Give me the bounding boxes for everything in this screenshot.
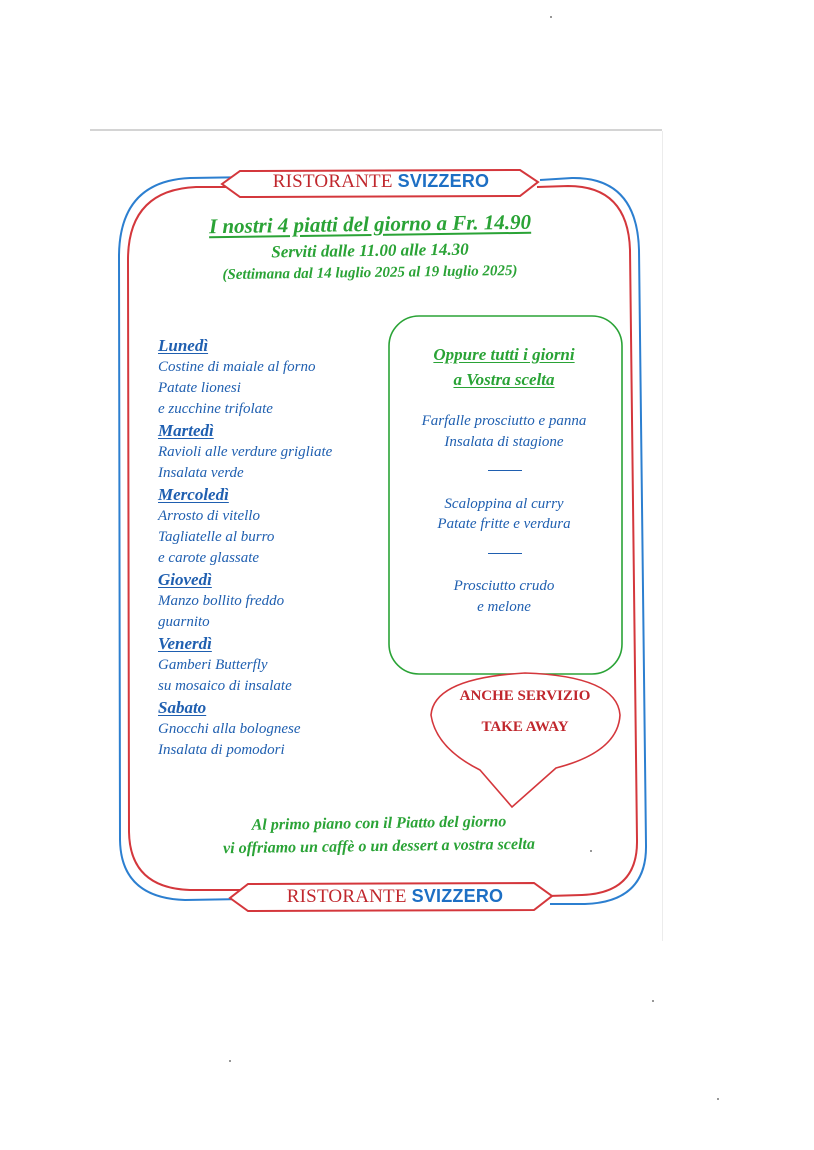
dish: Costine di maiale al forno <box>158 359 316 375</box>
restaurant-badge-bottom <box>287 886 503 908</box>
day-name: Giovedì <box>158 570 212 589</box>
day-friday <box>158 633 388 697</box>
day-thursday <box>158 569 388 633</box>
choice-option-1-line2: Insalata di stagione <box>444 434 564 450</box>
day-name: Venerdì <box>158 634 212 653</box>
day-name: Mercoledì <box>158 485 229 504</box>
choice-separator <box>488 553 522 554</box>
choice-option-3-line2: e melone <box>477 599 531 615</box>
service-hours: Serviti dalle 11.00 alle 14.30 <box>271 239 469 262</box>
dish: Tagliatelle al burro <box>158 529 275 545</box>
restaurant-name: SVIZZERO <box>397 171 490 191</box>
day-saturday <box>158 697 388 761</box>
restaurant-badge-top <box>273 171 489 193</box>
choice-separator <box>488 470 522 471</box>
scan-speck <box>590 850 592 852</box>
choice-option-3-line1: Prosciutto crudo <box>453 578 555 594</box>
dish: Patate lionesi <box>158 380 241 396</box>
dish: Gamberi Butterfly <box>158 657 268 673</box>
restaurant-name: SVIZZERO <box>411 886 504 906</box>
restaurant-prefix: RISTORANTE <box>272 171 393 192</box>
footer-line2: vi offriamo un caffè o un dessert a vostra scelta <box>222 835 536 858</box>
choice-title-line1: Oppure tutti i giorni <box>433 345 575 364</box>
bubble-line1: ANCHE SERVIZIO <box>459 688 591 704</box>
scan-speck <box>229 1060 231 1062</box>
dish: su mosaico di insalate <box>158 678 292 694</box>
restaurant-prefix: RISTORANTE <box>286 886 407 907</box>
footer-line1: Al primo piano con il Piatto del giorno <box>251 813 507 834</box>
scan-speck <box>717 1098 719 1100</box>
choice-option-2-line1: Scaloppina al curry <box>444 496 564 512</box>
daily-menu-list <box>158 335 388 761</box>
day-name: Martedì <box>158 421 214 440</box>
dish: Manzo bollito freddo <box>158 593 285 609</box>
dish: Ravioli alle verdure grigliate <box>158 444 333 460</box>
dish: Gnocchi alla bolognese <box>158 721 301 737</box>
bubble-line2: TAKE AWAY <box>481 719 569 735</box>
day-tuesday <box>158 420 388 484</box>
dish: guarnito <box>158 614 210 630</box>
choice-title-line2: a Vostra scelta <box>453 370 555 389</box>
dish: Insalata di pomodori <box>158 742 285 758</box>
dish: e carote glassate <box>158 550 260 566</box>
dish: Arrosto di vitello <box>158 508 260 524</box>
scan-speck <box>652 1000 654 1002</box>
day-wednesday <box>158 484 388 569</box>
day-name: Sabato <box>158 698 207 717</box>
choice-option-2-line2: Patate fritte e verdura <box>437 516 571 532</box>
headline: I nostri 4 piatti del giorno a Fr. 14.90 <box>208 209 532 239</box>
dish: Insalata verde <box>158 465 244 481</box>
week-range: (Settimana dal 14 luglio 2025 al 19 luglio 2025) <box>222 262 518 284</box>
choice-option-1-line1: Farfalle prosciutto e panna <box>421 413 587 429</box>
scan-speck <box>550 16 552 18</box>
day-monday <box>158 335 388 420</box>
day-name: Lunedì <box>158 336 209 355</box>
dish: e zucchine trifolate <box>158 401 273 417</box>
